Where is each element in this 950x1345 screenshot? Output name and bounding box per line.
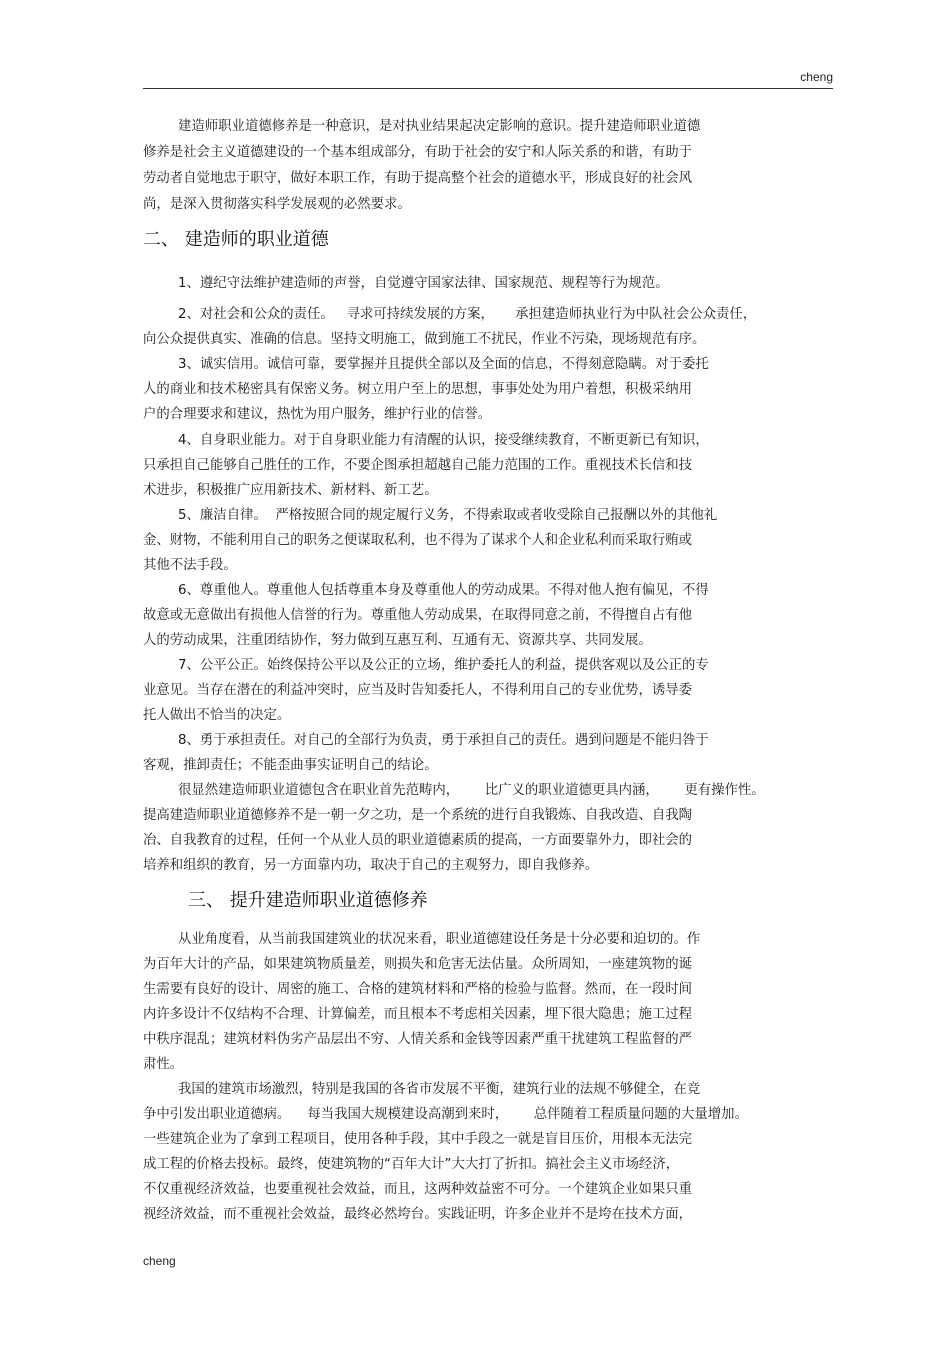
- text-line: 我国的建筑市场激烈，特别是我国的各省市发展不平衡，建筑行业的法规不够健全，在竞: [178, 1082, 701, 1097]
- text-line: 2、对社会和公众的责任。 寻求可持续发展的方案， 承担建造师执业行为中队社会公众责任，: [178, 307, 757, 322]
- text-line: 从业角度看，从当前我国建筑业的状况来看，职业道德建设任务是十分必要和迫切的。作: [178, 932, 701, 947]
- text-line: 修养是社会主义道德建设的一个基本组成部分，有助于社会的安宁和人际关系的和谐，有助于: [143, 145, 693, 160]
- page-footer: cheng: [143, 1254, 176, 1268]
- header-text: cheng: [800, 70, 833, 84]
- text-line: 视经济效益，而不重视社会效益，最终必然垮台。实践证明，许多企业并不是垮在技术方面，: [143, 1207, 693, 1222]
- text-line: 劳动者自觉地忠于职守，做好本职工作，有助于提高整个社会的道德水平，形成良好的社会风: [143, 171, 693, 186]
- text-line: 人的劳动成果，注重团结协作，努力做到互惠互利、互通有无、资源共享、共同发展。: [143, 633, 652, 648]
- text-line: 不仅重视经济效益，也要重视社会效益，而且，这两种效益密不可分。一个建筑企业如果只重: [143, 1182, 693, 1197]
- text-line: 争中引发出职业道德病。 每当我国大规模建设高潮到来时， 总伴随着工程质量问题的大量增加。: [143, 1107, 748, 1122]
- text-line: 内许多设计不仅结构不合理、计算偏差，而且根本不考虑相关因素，埋下很大隐患；施工过程: [143, 1007, 693, 1022]
- text-line: 为百年大计的产品，如果建筑物质量差，则损失和危害无法估量。众所周知，一座建筑物的诞: [143, 957, 693, 972]
- text-line: 1、遵纪守法维护建造师的声誉，自觉遵守国家法律、国家规范、规程等行为规范。: [178, 276, 669, 291]
- text-line: 很显然建造师职业道德包含在职业首先范畴内， 比广义的职业道德更具内涵， 更有操作性。: [178, 783, 765, 798]
- text-line: 金、财物，不能利用自己的职务之便谋取私利，也不得为了谋求个人和企业私利而采取行贿或: [143, 533, 693, 548]
- text-line: 其他不法手段。: [143, 558, 237, 573]
- text-line: 7、公平公正。始终保持公平以及公正的立场，维护委托人的利益，提供客观以及公正的专: [178, 658, 709, 673]
- section-heading: 二、 建造师的职业道德: [143, 229, 329, 250]
- text-line: 户的合理要求和建议，热忱为用户服务，维护行业的信誉。: [143, 407, 492, 422]
- text-line: 肃性。: [143, 1057, 184, 1072]
- text-line: 尚，是深入贯彻落实科学发展观的必然要求。: [143, 197, 411, 212]
- text-line: 客观，推卸责任；不能歪曲事实证明自己的结论。: [143, 758, 438, 773]
- text-line: 业意见。当存在潜在的利益冲突时，应当及时告知委托人，不得利用自己的专业优势，诱导委: [143, 683, 693, 698]
- text-line: 6、尊重他人。尊重他人包括尊重本身及尊重他人的劳动成果。不得对他人抱有偏见，不得: [178, 583, 709, 598]
- text-line: 冶、自我教育的过程，任何一个从业人员的职业道德素质的提高，一方面要靠外力，即社会的: [143, 833, 693, 848]
- text-line: 生需要有良好的设计、周密的施工、合格的建筑材料和严格的检验与监督。然而，在一段时间: [143, 982, 693, 997]
- text-line: 一些建筑企业为了拿到工程项目，使用各种手段，其中手段之一就是盲目压价，用根本无法完: [143, 1132, 693, 1147]
- text-line: 建造师职业道德修养是一种意识，是对执业结果起决定影响的意识。提升建造师职业道德: [178, 119, 701, 134]
- text-line: 中秩序混乱；建筑材料伪劣产品层出不穷、人情关系和金钱等因素严重干扰建筑工程监督的严: [143, 1032, 693, 1047]
- text-line: 故意或无意做出有损他人信誉的行为。尊重他人劳动成果，在取得同意之前，不得擅自占有他: [143, 608, 693, 623]
- text-line: 培养和组织的教育，另一方面靠内功，取决于自己的主观努力，即自我修养。: [143, 858, 599, 873]
- text-line: 5、廉洁自律。 严格按照合同的规定履行义务，不得索取或者收受除自己报酬以外的其他礼: [178, 508, 718, 523]
- text-line: 成工程的价格去投标。最终，使建筑物的“百年大计”大大打了折扣。搞社会主义市场经济，: [143, 1157, 680, 1172]
- section-heading: 三、 提升建造师职业道德修养: [188, 890, 428, 911]
- text-line: 术进步，积极推广应用新技术、新材料、新工艺。: [143, 483, 438, 498]
- text-line: 只承担自己能够自己胜任的工作，不要企图承担超越自己能力范围的工作。重视技术长信和技: [143, 458, 693, 473]
- text-line: 4、自身职业能力。对于自身职业能力有清醒的认识，接受继续教育，不断更新已有知识，: [178, 433, 709, 448]
- text-line: 8、勇于承担责任。对自己的全部行为负责，勇于承担自己的责任。遇到问题是不能归咎于: [178, 733, 709, 748]
- page-header: [143, 68, 833, 89]
- text-line: 托人做出不恰当的决定。: [143, 708, 291, 723]
- text-line: 提高建造师职业道德修养不是一朝一夕之功，是一个系统的进行自我锻炼、自我改造、自我陶: [143, 808, 693, 823]
- text-line: 人的商业和技术秘密具有保密义务。树立用户至上的思想，事事处处为用户着想，积极采纳用: [143, 382, 693, 397]
- text-line: 向公众提供真实、准确的信息。坚持文明施工，做到施工不扰民，作业不污染，现场规范有序。: [143, 332, 706, 347]
- text-line: 3、诚实信用。诚信可靠，要掌握并且提供全部以及全面的信息，不得刻意隐瞒。对于委托: [178, 357, 709, 372]
